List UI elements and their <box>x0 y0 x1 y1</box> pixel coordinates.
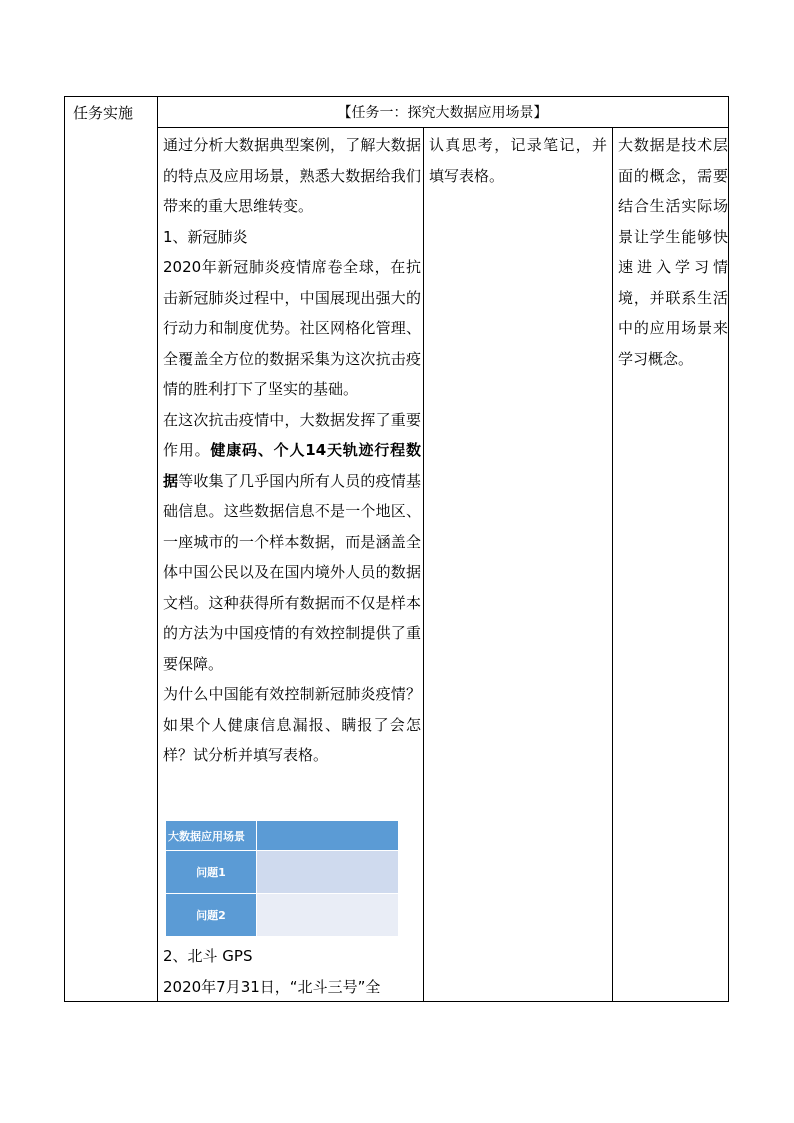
lesson-plan-table <box>64 96 729 1002</box>
column-divider <box>423 127 424 1001</box>
question-paragraph: 为什么中国能有效控制新冠肺炎疫情？如果个人健康信息漏报、瞒报了会怎样？试分析并填写表格。 <box>163 685 421 764</box>
task-header: 【任务一：探究大数据应用场景】 <box>337 105 548 121</box>
main-content <box>163 130 421 771</box>
row-divider <box>157 127 728 128</box>
answer-table-header-blank <box>257 821 399 851</box>
body-paragraph: 2020年7月31日，“北斗三号”全 <box>163 977 381 996</box>
answer-cell[interactable] <box>257 851 399 894</box>
student-activity-text: 认真思考，记录笔记，并填写表格。 <box>429 136 607 185</box>
bold-text: 健康码、个人14天轨迹行程数据 <box>163 441 421 490</box>
answer-row-label: 问题1 <box>166 851 257 894</box>
answer-table <box>165 820 399 937</box>
intro-paragraph: 通过分析大数据典型案例，了解大数据的特点及应用场景，熟悉大数据给我们带来的重大思维转变。 <box>163 136 421 215</box>
row-label: 任务实施 <box>73 104 134 122</box>
section-heading: 1、新冠肺炎 <box>163 227 248 246</box>
section-heading: 2、北斗 GPS <box>163 947 253 965</box>
answer-row-label: 问题2 <box>166 894 257 937</box>
body-paragraph: 2020年新冠肺炎疫情席卷全球，在抗击新冠肺炎过程中，中国展现出强大的行动力和制度优势。社区网格化管理、全覆盖全方位的数据采集为这次抗击疫情的胜利打下了坚实的基础。 <box>163 258 421 398</box>
body-paragraph-bold <box>163 405 421 680</box>
design-intent-text: 大数据是技术层面的概念，需要结合生活实际场景让学生能够快速进入学习情境，并联系生活中的应用场景来学习概念。 <box>618 136 728 368</box>
text-run: 在这次抗击疫情中，大数据发挥了重要作用。 <box>163 410 421 459</box>
main-content-continued <box>163 941 421 1002</box>
design-intent <box>618 130 728 374</box>
answer-table-header: 大数据应用场景 <box>166 821 257 851</box>
text-run: 等收集了几乎国内所有人员的疫情基础信息。这些数据信息不是一个地区、一座城市的一个样本数据，而是涵盖全体中国公民以及在国内境外人员的数据文档。这种获得所有数据而不仅是样本的方法为中国疫情的有效控制提供了重要保障。 <box>163 471 421 673</box>
column-divider <box>612 127 613 1001</box>
answer-cell[interactable] <box>257 894 399 937</box>
column-divider <box>157 97 158 1001</box>
student-activity <box>429 130 607 191</box>
